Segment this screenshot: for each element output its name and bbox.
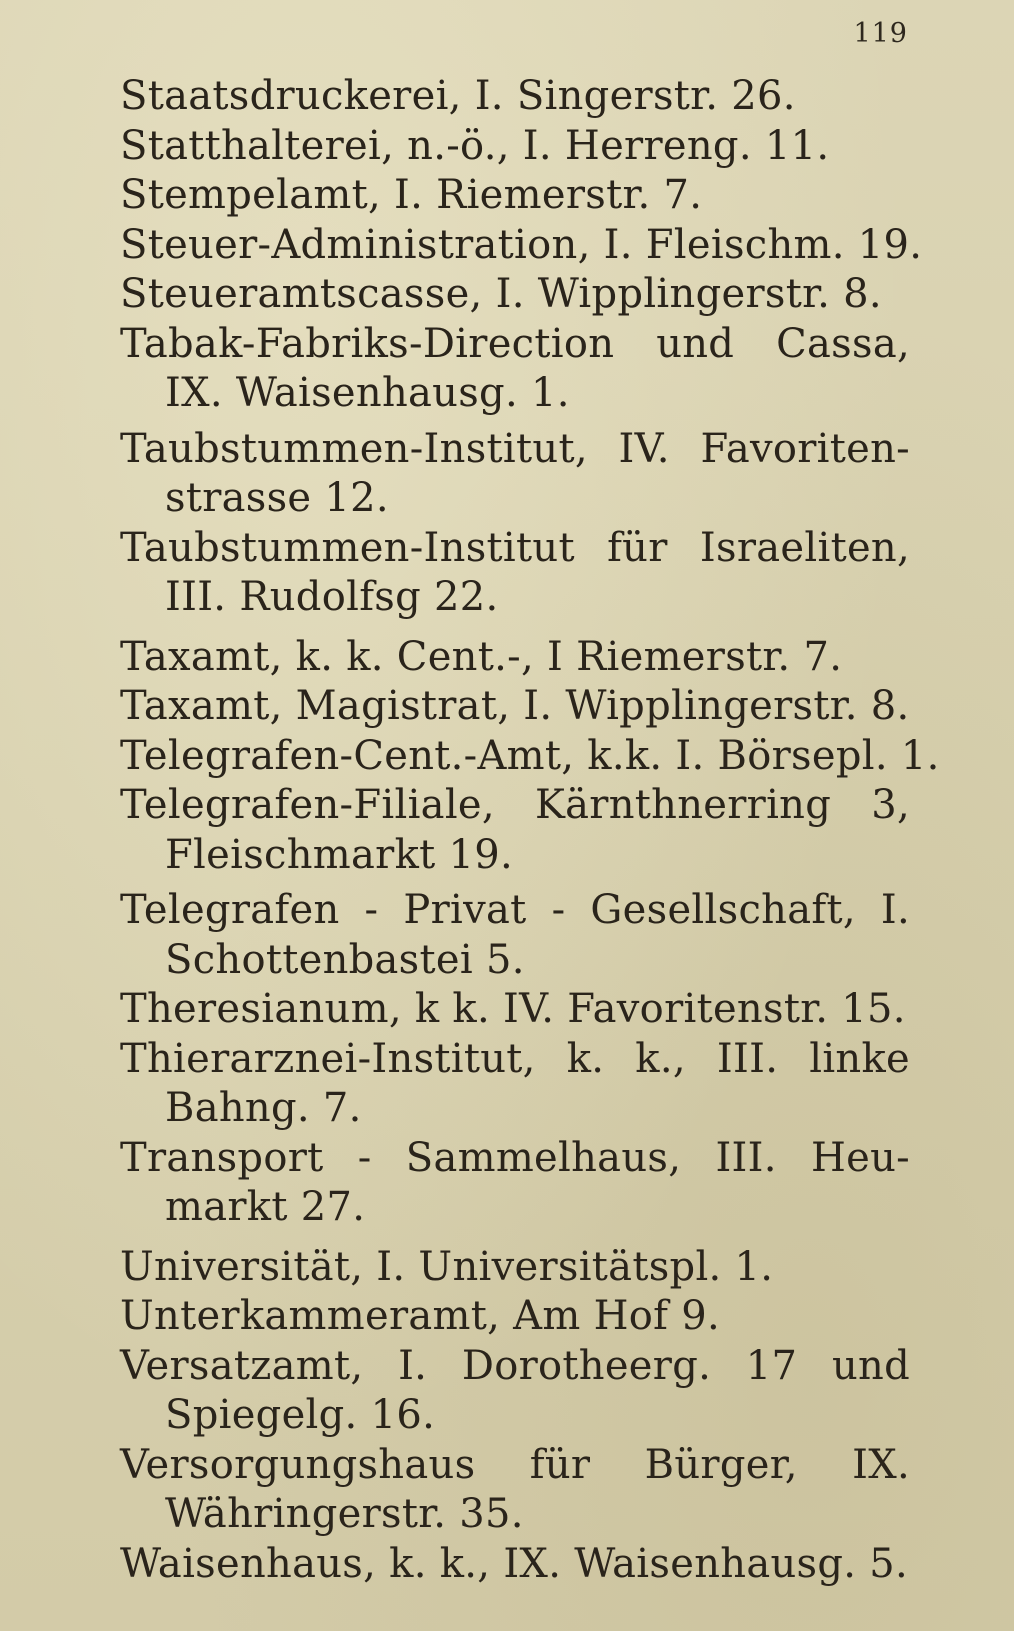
directory-list (120, 72, 940, 1589)
entry-text: Theresianum, k k. IV. Favoritenstr. 15. (120, 986, 906, 1032)
directory-entry (120, 1342, 910, 1441)
entry-text: Transport - Sammelhaus, III. Heu- (120, 1134, 910, 1181)
directory-entry (120, 1292, 910, 1342)
directory-entry (120, 320, 910, 419)
directory-entry (120, 270, 910, 320)
directory-entry (120, 221, 923, 271)
entry-continuation: Schottenbastei 5. (165, 936, 525, 983)
entry-text: Telegrafen-Filiale, Kärnthnerring 3, (120, 782, 910, 828)
directory-entry (120, 886, 910, 985)
entry-continuation: Bahng. 7. (165, 1085, 362, 1131)
entry-text: Unterkammeramt, Am Hof 9. (120, 1293, 721, 1339)
directory-entry (120, 72, 910, 122)
entry-text: Versorgungshaus für Bürger, IX. (120, 1441, 910, 1488)
entry-text: Tabak-Fabriks-Direction und Cassa, (120, 320, 910, 367)
directory-entry (120, 682, 910, 732)
directory-entry (120, 1441, 910, 1540)
directory-entry (120, 1134, 910, 1233)
entry-text: Steueramtscasse, I. Wipplingerstr. 8. (120, 271, 882, 317)
directory-entry (120, 1243, 910, 1293)
directory-entry (120, 633, 910, 683)
entry-text: Taxamt, Magistrat, I. Wipplingerstr. 8. (120, 683, 910, 729)
entry-continuation: IX. Waisenhausg. 1. (165, 370, 570, 416)
entry-continuation: strasse 12. (165, 475, 389, 521)
entry-continuation: Spiegelg. 16. (165, 1392, 436, 1438)
entry-text: Telegrafen - Privat - Gesellschaft, I. (120, 887, 910, 933)
page-number: 119 (853, 18, 908, 49)
directory-entry (120, 171, 910, 221)
entry-text: Staatsdruckerei, I. Singerstr. 26. (120, 73, 796, 119)
entry-text: Taxamt, k. k. Cent.-, I Riemerstr. 7. (120, 633, 843, 680)
entry-text: Steuer-Administration, I. Fleischm. 19. (120, 221, 923, 268)
directory-entry (120, 732, 940, 782)
entry-text: Thierarznei-Institut, k. k., III. linke (120, 1035, 910, 1082)
entry-text: Statthalterei, n.-ö., I. Herreng. 11. (120, 122, 830, 169)
entry-text: Taubstummen-Institut, IV. Favoriten- (120, 425, 910, 472)
entry-continuation: III. Rudolfsg 22. (165, 574, 499, 620)
directory-entry (120, 781, 910, 880)
entry-text: Universität, I. Universitätspl. 1. (120, 1243, 774, 1290)
directory-entry (120, 122, 910, 172)
directory-entry (120, 425, 910, 524)
directory-entry (120, 1540, 910, 1590)
entry-continuation: Fleischmarkt 19. (165, 831, 514, 878)
entry-continuation: markt 27. (165, 1184, 366, 1230)
entry-continuation: Währingerstr. 35. (165, 1491, 524, 1537)
entry-text: Stempelamt, I. Riemerstr. 7. (120, 172, 703, 218)
directory-entry (120, 985, 910, 1035)
entry-text: Waisenhaus, k. k., IX. Waisenhausg. 5. (120, 1540, 909, 1587)
directory-entry (120, 1035, 910, 1134)
entry-text: Telegrafen-Cent.-Amt, k.k. I. Börsepl. 1. (120, 732, 940, 779)
entry-text: Versatzamt, I. Dorotheerg. 17 und (120, 1342, 910, 1389)
entry-text: Taubstummen-Institut für Israeliten, (120, 524, 910, 571)
directory-entry (120, 524, 910, 623)
